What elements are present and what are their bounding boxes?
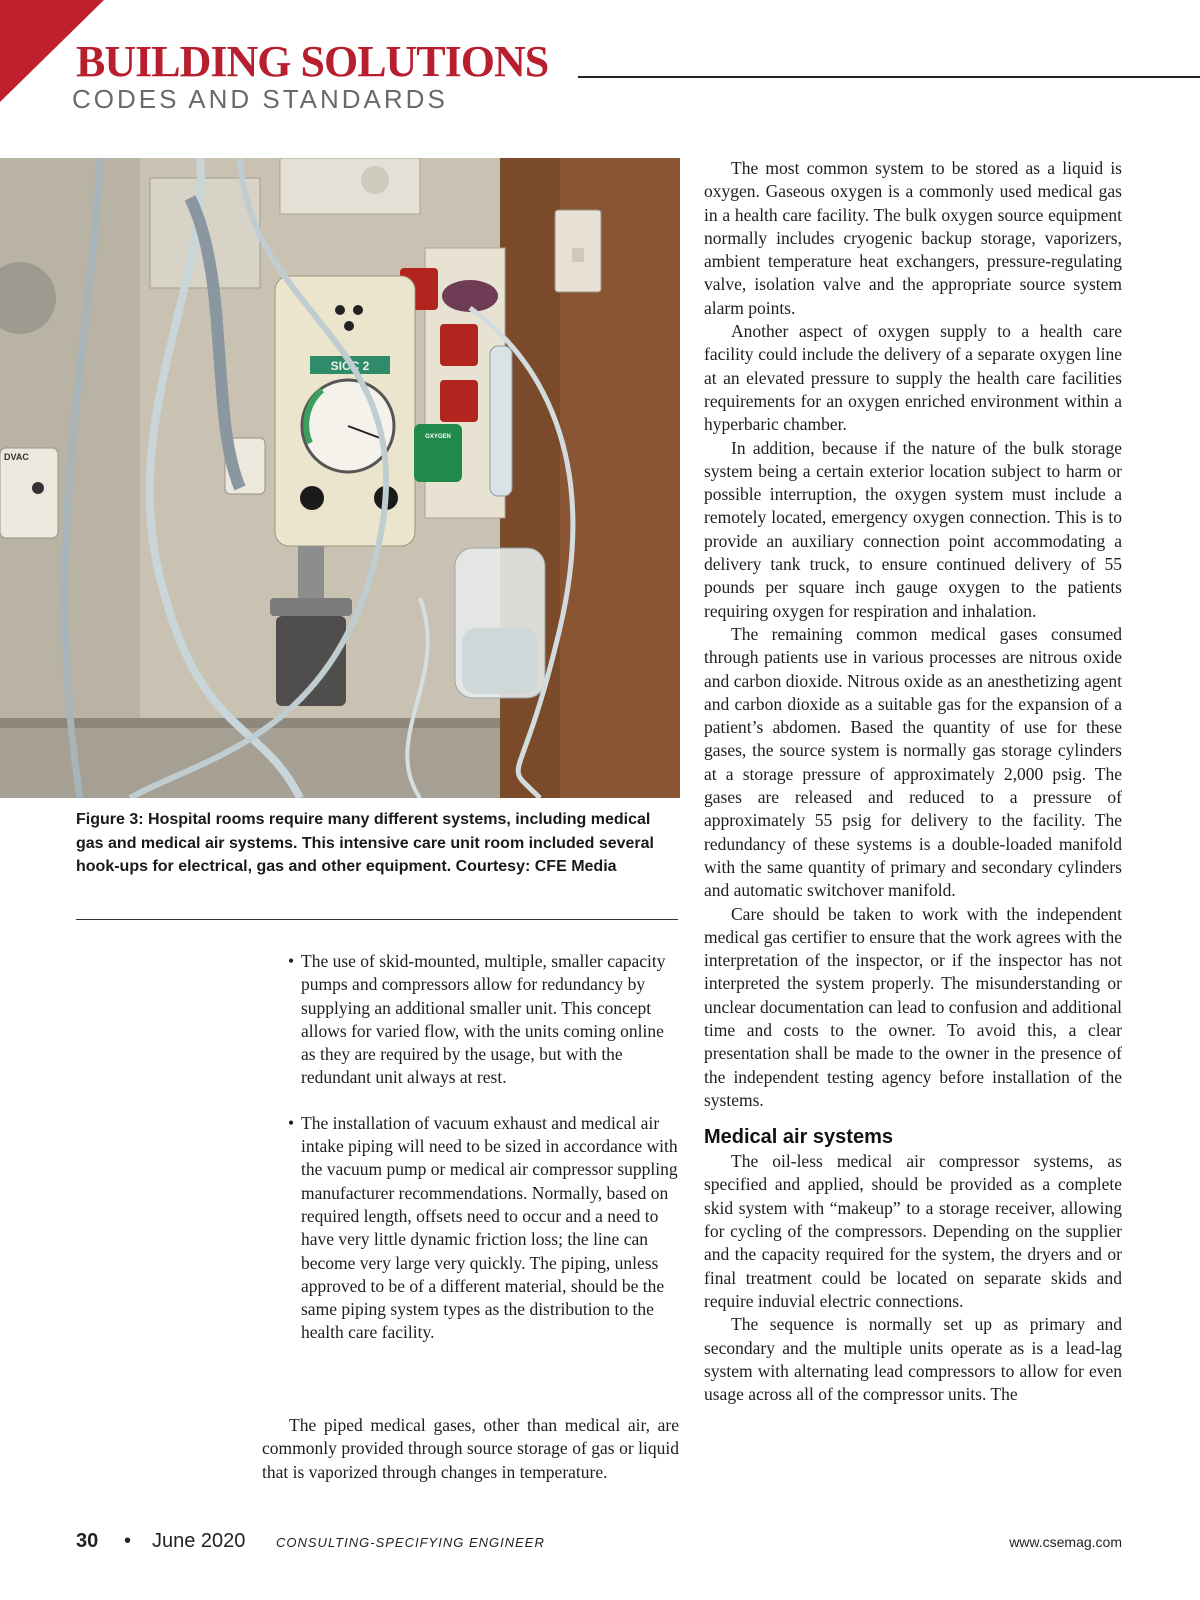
device-label-sicc2: SICC 2 xyxy=(330,359,370,373)
page-footer xyxy=(76,1530,1122,1556)
issue-date: June 2020 xyxy=(152,1530,246,1552)
bullet-item-pumps: • The use of skid-mounted, multiple, smaller capacity pumps and compressors allow for redundancy by supplying an additional smaller unit. This concept allows for varied flow, with the units coming online as they are required by the usage, but with the redundant unit always at rest. xyxy=(291,950,679,1090)
body-paragraph: Another aspect of oxygen supply to a health care facility could include the delivery of a separate oxygen line at an elevated pressure to supply the health care facilities requirements for an oxygen enriched environment within a hyperbaric chamber. xyxy=(704,321,1122,435)
header-rule xyxy=(578,76,1200,78)
body-paragraph: In addition, because if the nature of the bulk storage system being a certain exterior location subject to harm or possible interruption, the oxygen system must include a remotely located, emergency oxygen connection. This is to provide an auxiliary connection point accommodating a delivery tank truck, to ensure continued delivery of 55 pounds per square inch gauge oxygen to the patients requiring oxygen for respiration and inhalation. xyxy=(704,437,1122,621)
section-title: BUILDING SOLUTIONS xyxy=(76,37,549,86)
outlet-label-oxygen: OXYGEN xyxy=(425,434,451,440)
outlet-label-dvac: DVAC xyxy=(4,452,29,462)
body-paragraph-piped-gases: The piped medical gases, other than medical air, are commonly provided through source storage of gas or liquid that is vaporized through changes in temperature. xyxy=(262,1415,679,1482)
body-paragraph: The oil-less medical air compressor systems, as specified and applied, should be provided as a complete skid system with “makeup” to a storage receiver, allowing for cycling of the compressors. Depending on the supplier and the capacity required for the system, the dryers and or final treatment could be located on separate skids and require induvial electric connections. xyxy=(704,1151,1122,1311)
body-paragraph: The remaining common medical gases consumed through patients use in various processes are nitrous oxide and carbon dioxide. Nitrous oxide as an anesthetizing agent and carbon dioxide as a suitable gas for the expansion of a patient’s abdomen. Based the quantity of use for these gases, the source system is normally gas storage cylinders at a storage pressure of approximately 2,000 psig. The gases are released and reduced to a pressure of approximately 55 psig for delivery to the facility. The redundancy of these systems is a double-loaded manifold with the same quantity of primary and secondary cylinders and automatic switchover manifold. xyxy=(704,623,1122,901)
body-paragraph: The most common system to be stored as a liquid is oxygen. Gaseous oxygen is a commonly used medical gas in a health care facility. The bulk oxygen source equipment normally includes cryogenic backup storage, vaporizers, ambient temperature heat exchangers, pressure-regulating valve, isolation valve and the appropriate source system alarm points. xyxy=(704,158,1122,318)
section-heading-medical-air: Medical air systems xyxy=(704,1126,893,1149)
page-number: 30 xyxy=(76,1530,99,1552)
caption-rule xyxy=(76,919,678,920)
figure-caption: Figure 3: Hospital rooms require many different systems, including medical gas and medical air systems. This intensive care unit room included several hook-ups for electrical, gas and other equipment. Courtesy: CFE Media xyxy=(76,811,654,875)
bullet-list xyxy=(291,950,679,1367)
right-column-article xyxy=(704,157,1122,1406)
magazine-name: CONSULTING-SPECIFYING ENGINEER xyxy=(276,1535,545,1550)
bullet-item-piping: • The installation of vacuum exhaust and medical air intake piping will need to be sized in accordance with the vacuum pump or medical air compressor suppling manufacturer recommendations. Normally, based on required length, offsets need to occur and a need to have very little dynamic friction loss; the line can become very large very quickly. The piping, unless approved to be of a different material, should be the same piping system types as the distribution to the health care facility. xyxy=(291,1112,679,1345)
subsection-title: CODES AND STANDARDS xyxy=(72,84,448,114)
body-paragraph: The sequence is normally set up as primary and secondary and the multiple units operate as is a lead-lag system with alternating lead compressors to allow for even usage across all of the compressor units. The xyxy=(704,1314,1122,1405)
body-paragraph: Care should be taken to work with the independent medical gas certifier to ensure that the work agrees with the interpretation of the inspector, or if the inspector has not interpreted the system properly. The misunderstanding or unclear documentation can lead to confusion and additional time and costs to the owner. To avoid this, a clear presentation shall be made to the owner in the presence of the independent testing agency before installation of the systems. xyxy=(704,903,1122,1110)
footer-separator: • xyxy=(124,1530,132,1552)
figure-3-photo xyxy=(0,158,680,798)
website-link[interactable]: www.csemag.com xyxy=(1009,1534,1122,1550)
